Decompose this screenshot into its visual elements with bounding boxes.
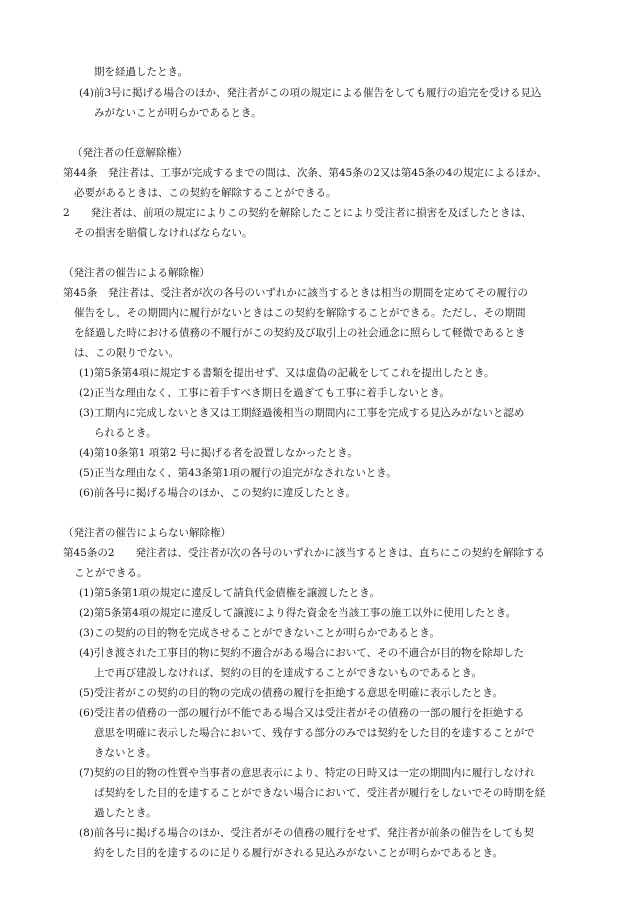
article-45-2-heading: （発注者の催告によらない解除権） (63, 527, 231, 539)
article-45-2-item-2: (2)第5条第4項の規定に違反して譲渡により得た資金を当該工事の施工以外に使用したとき。 (79, 607, 517, 619)
article-45-2-item-8-line-1: (8)前各号に掲げる場合のほか、受注者がその債務の履行をせず、発注者が前条の催告をしても契 (79, 827, 535, 839)
item-4-line-1: (4)前3号に掲げる場合のほか、発注者がこの項の規定による催告をしても履行の追完を受ける見込 (79, 87, 542, 99)
article-44-para-2-line-2: その損害を賠償しなければならない。 (74, 227, 253, 239)
article-45-2-item-4-line-2: 上で再び建設しなければ、契約の目的を達成することができないものであるとき。 (94, 667, 483, 679)
article-45-para-line-3: を経過した時における債務の不履行がこの契約及び取引上の社会通念に照らして軽微であるとき (74, 327, 526, 339)
item-4-line-2: みがないことが明らかであるとき。 (94, 107, 262, 119)
article-44-para-2-line-1: 2 発注者は、前項の規定によりこの契約を解除したことにより受注者に損害を及ぼしたときは、 (63, 207, 532, 219)
article-45-2-item-6-line-1: (6)受注者の債務の一部の履行が不能である場合又は受注者がその債務の一部の履行を拒絶する (79, 707, 525, 719)
article-45-item-2: (2)正当な理由なく、工事に着手すべき期日を過ぎても工事に着手しないとき。 (79, 387, 451, 399)
article-45-item-5: (5)正当な理由なく、第43条第1項の履行の追完がなされないとき。 (79, 467, 397, 479)
article-45-2-item-7-line-1: (7)契約の目的物の性質や当事者の意思表示により、特定の日時又は一定の期間内に履行しなけれ (79, 767, 535, 779)
continued-line: 期を経過したとき。 (94, 66, 189, 78)
article-44-heading: （発注者の任意解除権） (72, 147, 188, 159)
article-45-para-line-4: は、この限りでない。 (74, 347, 179, 359)
article-45-2-item-5: (5)受注者がこの契約の目的物の完成の債務の履行を拒絶する意思を明確に表示したとき。 (79, 687, 503, 699)
article-45-2-para-line-1: 第45条の2 発注者は、受注者が次の各号のいずれかに該当するときは、直ちにこの契約を解除する (63, 547, 546, 559)
article-45-2-item-8-line-2: 約をした目的を達するのに足りる履行がされる見込みがないことが明らかであるとき。 (94, 847, 504, 859)
article-44-para-1-line-1: 第44条 発注者は、工事が完成するまでの間は、次条、第45条の2又は第45条の4の規定によるほか、 (63, 167, 547, 179)
article-45-heading: （発注者の催告による解除権） (63, 267, 210, 279)
article-45-item-3-line-1: (3)工期内に完成しないとき又は工期経過後相当の期間内に工事を完成する見込みがないと認め (79, 407, 525, 419)
article-45-para-line-2: 催告をし、その期間内に履行がないときはこの契約を解除することができる。ただし、その期間 (74, 307, 526, 319)
article-45-item-1: (1)第5条第4項に規定する書類を提出せず、又は虚偽の記載をしてこれを提出したとき。 (79, 367, 495, 379)
article-45-2-item-3: (3)この契約の目的物を完成させることができないことが明らかであるとき。 (79, 627, 440, 639)
article-45-item-3-line-2: られるとき。 (94, 427, 157, 439)
article-45-para-line-1: 第45条 発注者は、受注者が次の各号のいずれかに該当するときは相当の期間を定めてその履行の (63, 287, 528, 299)
article-45-2-para-line-2: ことができる。 (74, 567, 148, 579)
article-45-2-item-7-line-2: ば契約をした目的を達することができない場合において、受注者が履行をしないでその時期を経 (94, 787, 546, 799)
article-45-2-item-6-line-2: 意思を明確に表示した場合において、残存する部分のみでは契約をした目的を達することがで (94, 727, 535, 739)
article-45-item-4: (4)第10条第1 項第2 号に掲げる者を設置しなかったとき。 (79, 447, 358, 459)
article-45-item-6: (6)前各号に掲げる場合のほか、この契約に違反したとき。 (79, 487, 356, 499)
article-45-2-item-4-line-1: (4)引き渡された工事目的物に契約不適合がある場合において、その不適合が目的物を除却した (79, 647, 525, 659)
article-45-2-item-7-line-3: 過したとき。 (94, 807, 157, 819)
article-45-2-item-6-line-3: きないとき。 (94, 747, 157, 759)
article-44-para-1-line-2: 必要があるときは、この契約を解除することができる。 (74, 187, 337, 199)
article-45-2-item-1: (1)第5条第1項の規定に違反して請負代金債権を譲渡したとき。 (79, 587, 380, 599)
